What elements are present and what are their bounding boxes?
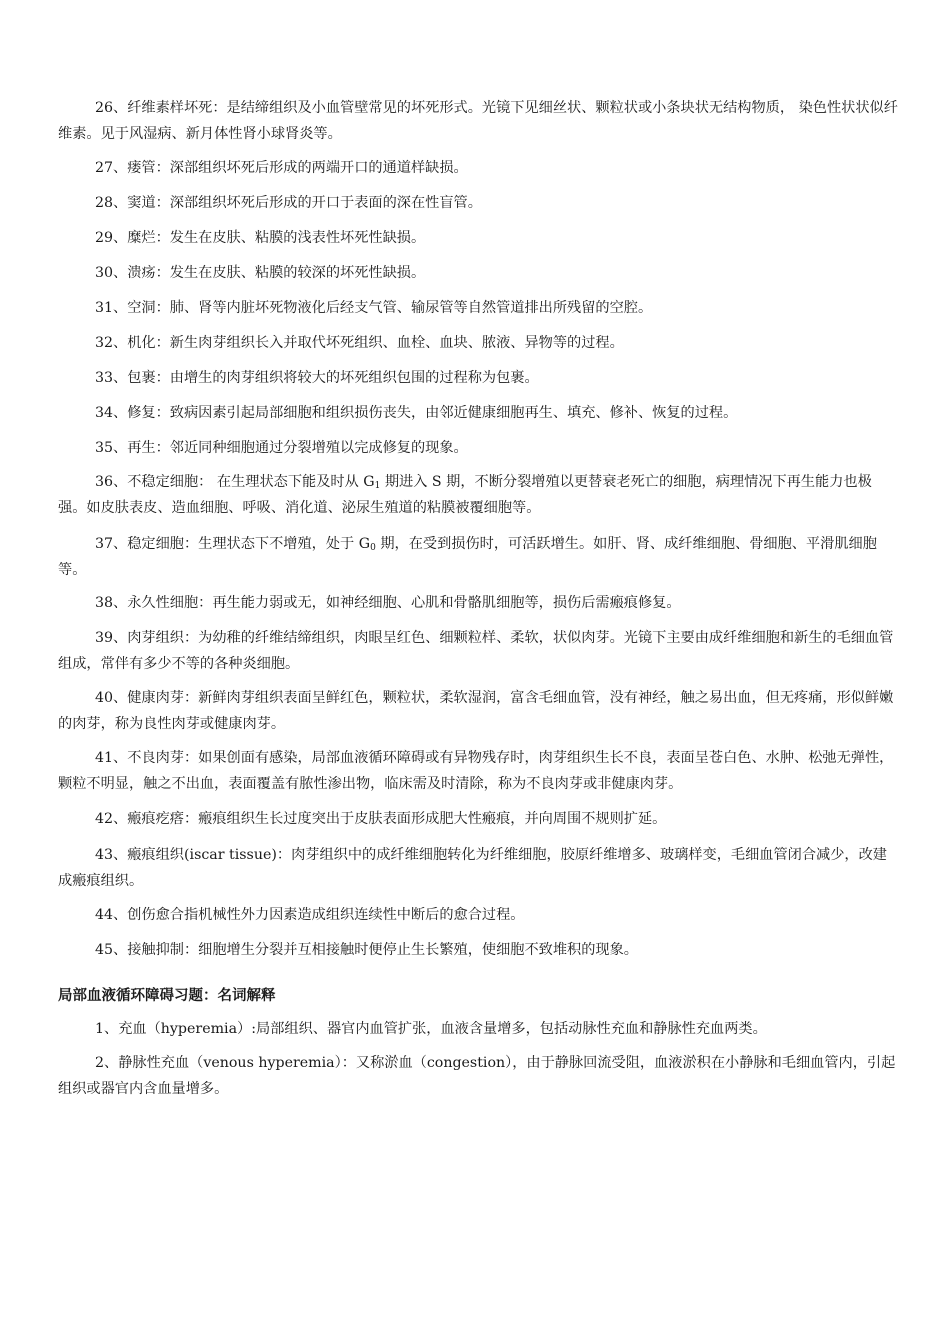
- entry-36: [58, 469, 898, 521]
- entry-36-post: 期进入 S 期，不断分裂增殖以更替衰老死亡的细胞，病理情况下再生能力也极强。如皮肤表皮、造血细胞、呼吸、消化道、泌尿生殖道的粘膜被覆细胞等。: [58, 474, 872, 516]
- entry-28: 28、窦道：深部组织坏死后形成的开口于表面的深在性盲管。: [95, 195, 482, 211]
- entry-36-pre: 36、不稳定细胞： 在生理状态下能及时从 G: [95, 474, 375, 490]
- entry-c1: 1、充血（hyperemia）:局部组织、器官内血管扩张，血液含量增多，包括动脉性充血和静脉性充血两类。: [95, 1021, 767, 1037]
- entry-30: 30、溃疡：发生在皮肤、粘膜的较深的坏死性缺损。: [95, 265, 426, 281]
- entry-31: 31、空洞：肺、肾等内脏坏死物液化后经支气管、输尿管等自然管道排出所残留的空腔。: [95, 300, 653, 316]
- section-heading: 局部血液循环障碍习题：名词解释: [58, 988, 276, 1004]
- entry-37: [58, 531, 898, 583]
- entry-42: 42、瘢痕疙瘩：瘢痕组织生长过度突出于皮肤表面形成肥大性瘢痕，并向周围不规则扩延。: [95, 811, 667, 827]
- entry-39: 39、肉芽组织：为幼稚的纤维结缔组织，肉眼呈红色、细颗粒样、柔软，状似肉芽。光镜下主要由成纤维细胞和新生的毛细血管组成，常伴有多少不等的各种炎细胞。: [58, 630, 894, 672]
- entry-27: 27、瘘管：深部组织坏死后形成的两端开口的通道样缺损。: [95, 160, 468, 176]
- entry-26: 26、纤维素样坏死：是结缔组织及小血管壁常见的坏死形式。光镜下见细丝状、颗粒状或小条块状无结构物质， 染色性状状似纤维素。见于风湿病、新月体性肾小球肾炎等。: [58, 100, 898, 142]
- entry-37-subscript: 0: [370, 543, 376, 553]
- entry-29: 29、糜烂：发生在皮肤、粘膜的浅表性坏死性缺损。: [95, 230, 426, 246]
- entry-43: 43、瘢痕组织(iscar tissue)：肉芽组织中的成纤维细胞转化为纤维细胞，胶原纤维增多、玻璃样变，毛细血管闭合减少，改建成瘢痕组织。: [58, 847, 887, 889]
- entry-36-subscript: 1: [374, 481, 381, 491]
- entry-44: 44、创伤愈合指机械性外力因素造成组织连续性中断后的愈合过程。: [95, 907, 525, 923]
- entry-33: 33、包裹：由增生的肉芽组织将较大的坏死组织包围的过程称为包裹。: [95, 370, 539, 386]
- entry-c2: 2、静脉性充血（venous hyperemia）：又称淤血（congestion），由于静脉回流受阻，血液淤积在小静脉和毛细血管内，引起组织或器官内含血量增多。: [58, 1055, 896, 1097]
- entry-41: 41、不良肉芽：如果创面有感染，局部血液循环障碍或有异物残存时，肉芽组织生长不良，表面呈苍白色、水肿、松弛无弹性，颗粒不明显，触之不出血，表面覆盖有脓性渗出物，临床需及时清除，称为不良肉芽或非健康肉芽。: [58, 750, 894, 792]
- entry-34: 34、修复：致病因素引起局部细胞和组织损伤丧失，由邻近健康细胞再生、填充、修补、恢复的过程。: [95, 405, 738, 421]
- entry-45: 45、接触抑制：细胞增生分裂并互相接触时便停止生长繁殖，使细胞不致堆积的现象。: [95, 942, 638, 958]
- entry-40: 40、健康肉芽：新鲜肉芽组织表面呈鲜红色，颗粒状，柔软湿润，富含毛细血管，没有神经，触之易出血，但无疼痛，形似鲜嫩的肉芽，称为良性肉芽或健康肉芽。: [58, 690, 894, 732]
- entry-32: 32、机化：新生肉芽组织长入并取代坏死组织、血栓、血块、脓液、异物等的过程。: [95, 335, 624, 351]
- entry-38: 38、永久性细胞：再生能力弱或无，如神经细胞、心肌和骨骼肌细胞等，损伤后需瘢痕修复。: [95, 595, 681, 611]
- entry-35: 35、再生：邻近同种细胞通过分裂增殖以完成修复的现象。: [95, 440, 468, 456]
- entry-37-pre: 37、稳定细胞：生理状态下不增殖，处于 G: [95, 536, 371, 552]
- entry-37-post: 期，在受到损伤时，可活跃增生。如肝、肾、成纤维细胞、骨细胞、平滑肌细胞等。: [58, 536, 877, 578]
